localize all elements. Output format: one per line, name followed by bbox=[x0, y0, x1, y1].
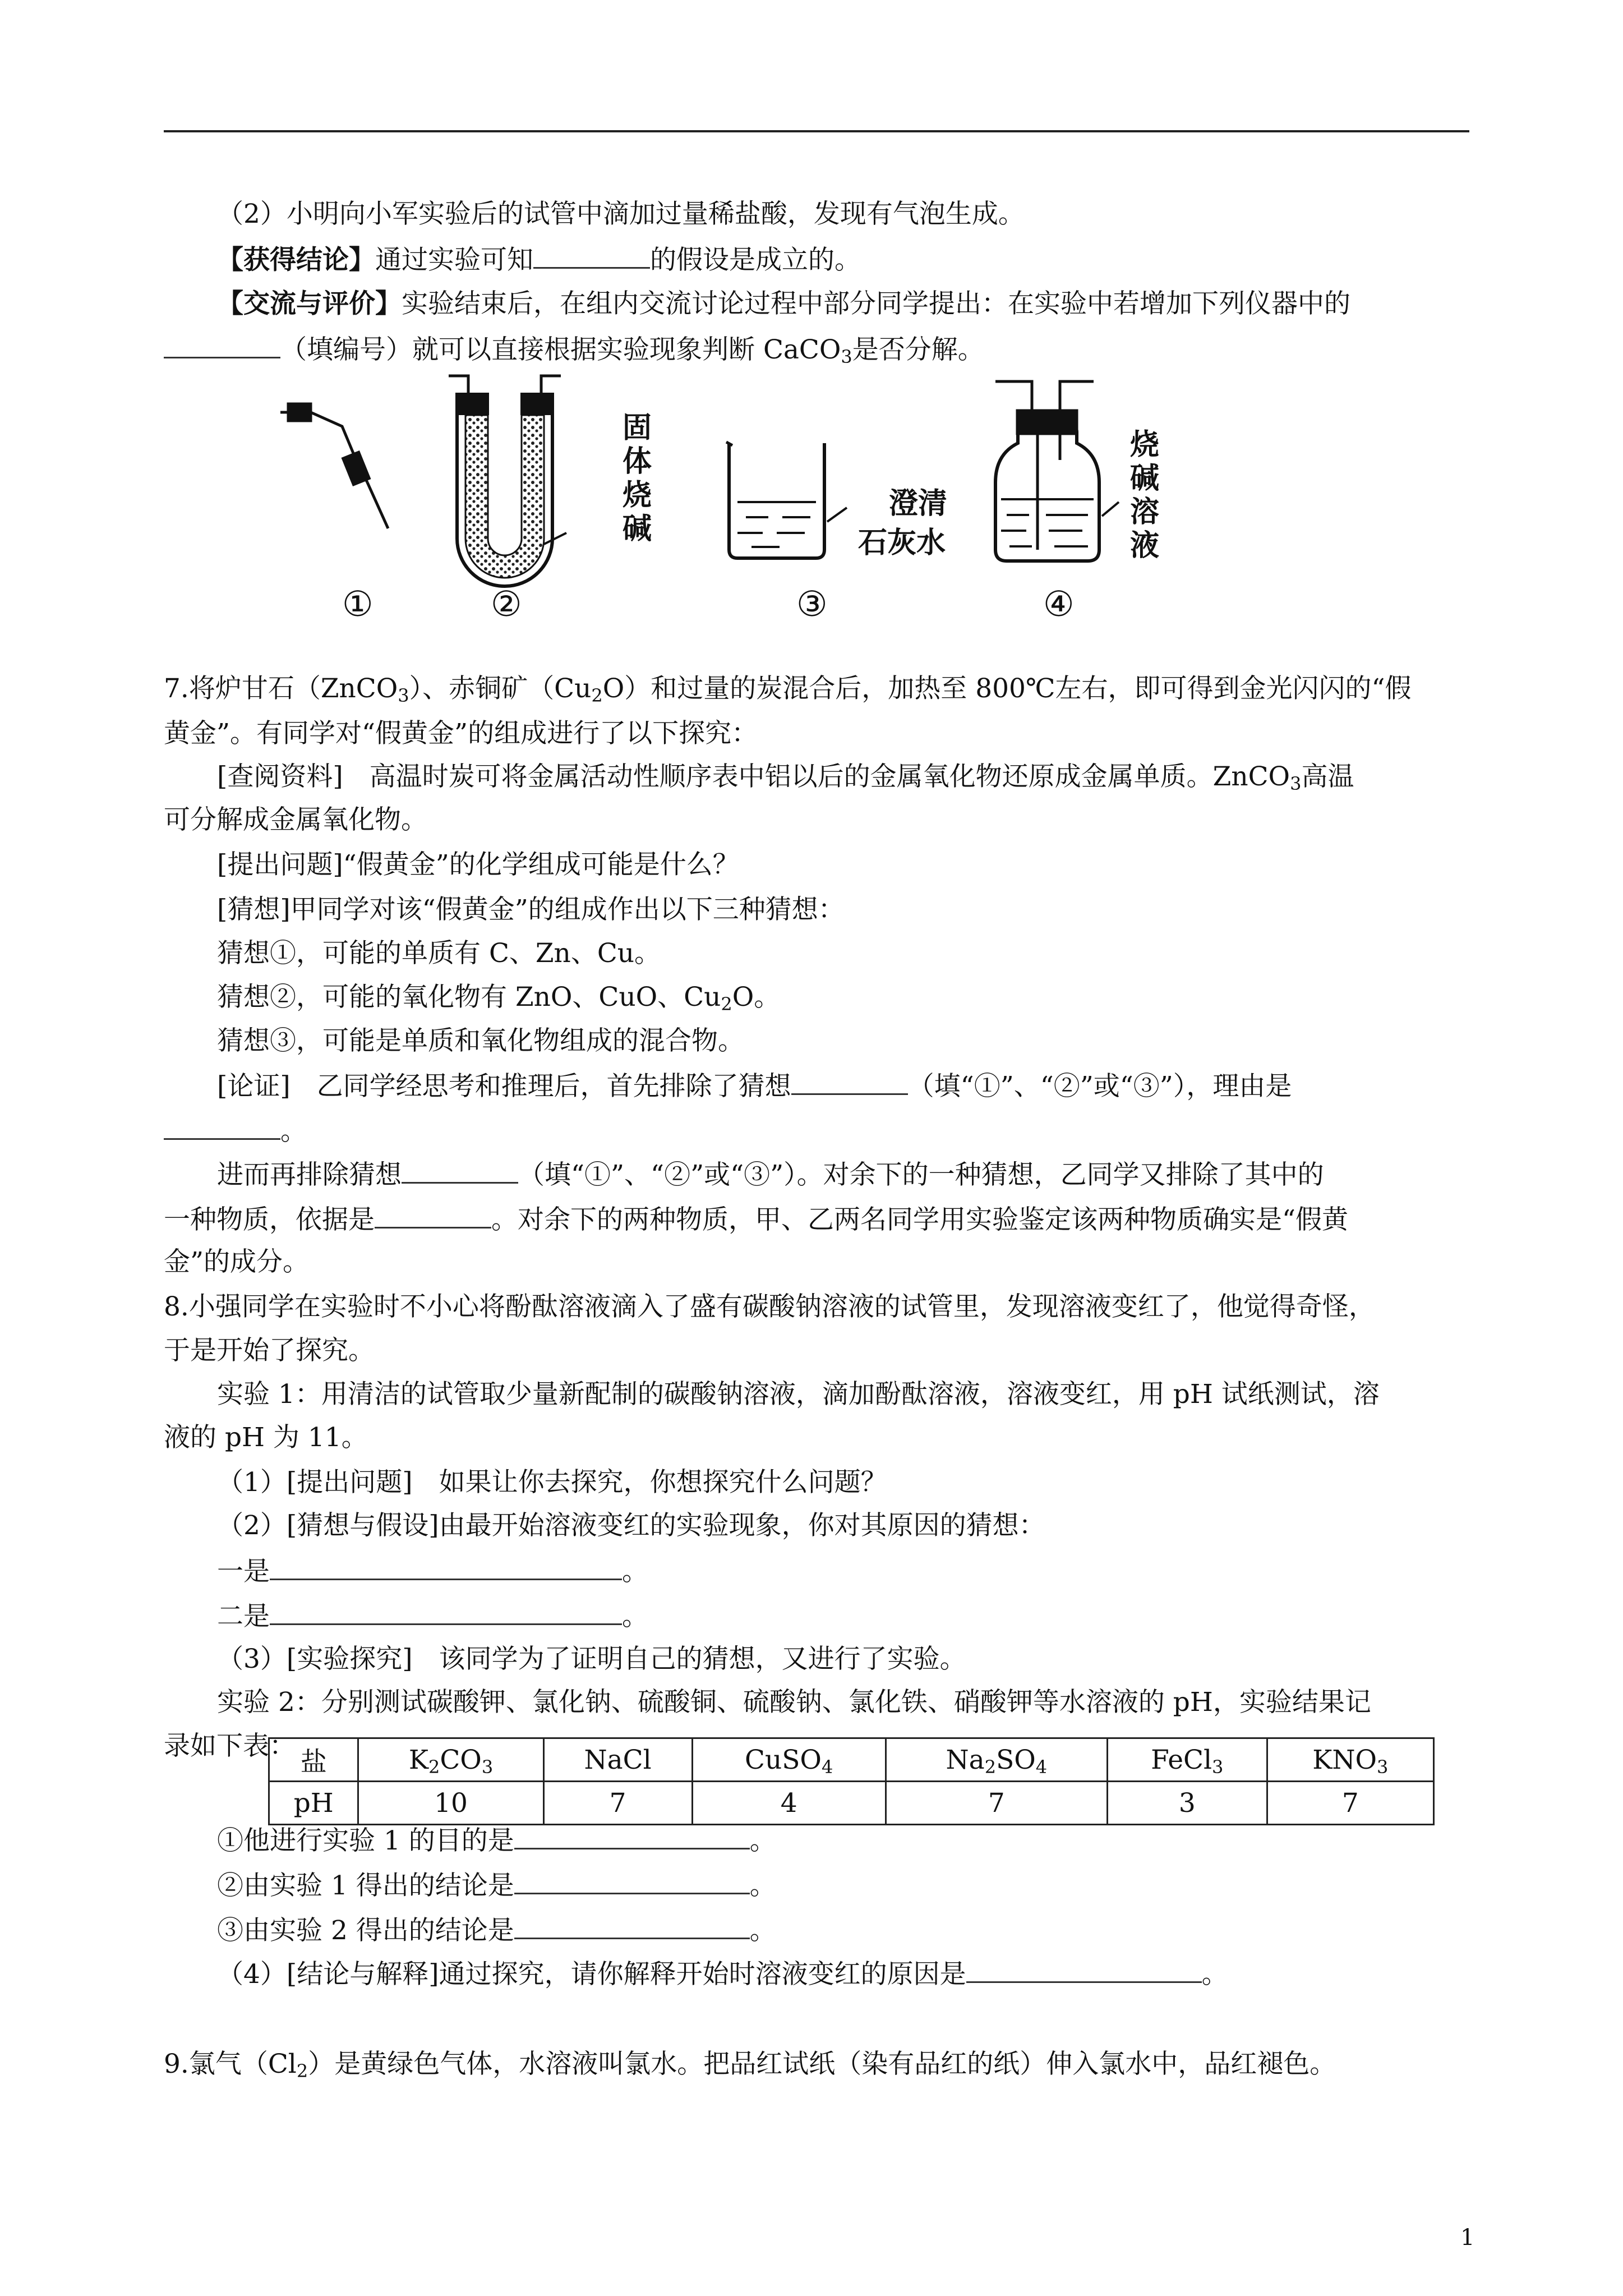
table-cell-salt: NaCl bbox=[543, 1738, 692, 1782]
table-cell-salt: $Na_2SO_4$ bbox=[886, 1738, 1107, 1782]
q6-part2: （2）小明向小军实验后的试管中滴加过量稀盐酸，发现有气泡生成。 bbox=[217, 199, 1025, 229]
bent-glass-tube bbox=[280, 404, 388, 528]
q8-line10: 实验 2：分别测试碳酸钾、氯化钠、硫酸铜、硫酸钠、氯化铁、硝酸钾等水溶液的 pH，实验结果记 bbox=[217, 1687, 1371, 1718]
answer-blank[interactable] bbox=[164, 1114, 280, 1140]
q8-line11: 录如下表： bbox=[164, 1731, 296, 1761]
q8-line4: 液的 pH 为 11。 bbox=[164, 1422, 368, 1453]
q7-line12: 进而再排除猜想 （填“①”、“②”或“③”）。对余下的一种猜想，乙同学又排除了其中的 bbox=[164, 1157, 1529, 1192]
q8-line6: （2）[猜想与假设]由最开始溶液变红的实验现象，你对其原因的猜想： bbox=[217, 1510, 1045, 1541]
table-header-salt: 盐 bbox=[269, 1738, 358, 1782]
answer-blank[interactable] bbox=[514, 1913, 750, 1939]
q7-line6: [猜想]甲同学对该“假黄金”的组成作出以下三种猜想： bbox=[217, 894, 845, 925]
q7-line14: 金”的成分。 bbox=[164, 1246, 310, 1277]
table-cell-salt: $K_2CO_3$ bbox=[358, 1738, 543, 1782]
q8-line7: 一是 。 bbox=[164, 1554, 1529, 1589]
u-tube-text-2: 体 bbox=[623, 445, 652, 478]
table-cell-salt: CuSO$_4$ bbox=[692, 1738, 886, 1782]
q8-line9: （3）[实验探究] 该同学为了证明自己的猜想，又进行了实验。 bbox=[217, 1644, 966, 1674]
table-cell-salt: FeCl$_3$ bbox=[1107, 1738, 1267, 1782]
page-number: 1 bbox=[1460, 2225, 1475, 2251]
q8-line1: 8.小强同学在实验时不小心将酚酞溶液滴入了盛有碳酸钠溶液的试管里，发现溶液变红了，他觉得奇怪， bbox=[164, 1291, 1375, 1322]
q9-line1: 9.氯气$(Cl_2)$是黄绿色气体，水溶液叫氯水。把品红试纸（染有品红的纸）伸入氯水中，品红褪色。 bbox=[164, 2049, 1336, 2082]
answer-blank[interactable] bbox=[402, 1157, 518, 1184]
beaker bbox=[726, 442, 847, 558]
u-tube bbox=[449, 376, 566, 586]
q7-line8: 猜想②，可能的氧化物有 ZnO、CuO、$Cu_2O$。 bbox=[217, 982, 781, 1015]
table-row-salt bbox=[269, 1738, 1434, 1782]
answer-blank[interactable] bbox=[514, 1868, 750, 1894]
bottle-text-3: 溶 bbox=[1130, 495, 1160, 529]
figure-label-2: ② bbox=[491, 583, 522, 624]
table-cell-ph: 7 bbox=[886, 1782, 1107, 1825]
q7-line10: [论证] 乙同学经思考和推理后，首先排除了猜想 （填“①”、“②”或“③”），理由是 bbox=[164, 1069, 1529, 1103]
q8-sub1: ①他进行实验 1 的目的是 。 bbox=[164, 1823, 1529, 1858]
table-cell-ph: 3 bbox=[1107, 1782, 1267, 1825]
bottle-text-2: 碱 bbox=[1130, 462, 1160, 495]
bottle-text-1: 烧 bbox=[1130, 428, 1160, 462]
u-tube-text-4: 碱 bbox=[623, 512, 652, 546]
figure-label-4: ④ bbox=[1043, 583, 1075, 624]
answer-blank[interactable] bbox=[164, 332, 280, 358]
beaker-text-1: 澄清 bbox=[889, 487, 948, 521]
q7-line1: 7.将炉甘石（ZnCO$_3$）、赤铜矿$(Cu_2O)$和过量的炭混合后，加热至 800℃左右，即可得到金光闪闪的“假 bbox=[164, 673, 1412, 706]
q8-line3: 实验 1：用清洁的试管取少量新配制的碳酸钠溶液，滴加酚酞溶液，溶液变红，用 pH 试纸测试，溶 bbox=[217, 1379, 1380, 1410]
u-tube-text-3: 烧 bbox=[623, 478, 652, 512]
answer-blank[interactable] bbox=[966, 1957, 1202, 1983]
q7-line5: [提出问题]“假黄金”的化学组成可能是什么？ bbox=[217, 849, 739, 880]
answer-blank[interactable] bbox=[791, 1069, 908, 1095]
q7-line4: 可分解成金属氧化物。 bbox=[164, 804, 427, 835]
q7-line7: 猜想①，可能的单质有 C、Zn、Cu。 bbox=[217, 938, 661, 969]
q8-sub3: ③由实验 2 得出的结论是 。 bbox=[164, 1913, 1529, 1948]
answer-blank[interactable] bbox=[270, 1554, 622, 1580]
bottle-text-4: 液 bbox=[1130, 529, 1160, 563]
answer-blank[interactable] bbox=[270, 1599, 622, 1625]
table-header-ph: pH bbox=[269, 1782, 358, 1825]
q6-conclusion: 【获得结论】通过实验可知 的假设是成立的。 bbox=[164, 242, 1529, 277]
q8-line5: （1）[提出问题] 如果让你去探究，你想探究什么问题？ bbox=[217, 1467, 887, 1498]
q7-line13: 一种物质，依据是 。对余下的两种物质，甲、乙两名同学用实验鉴定该两种物质确实是“假黄 bbox=[164, 1202, 1476, 1237]
q6-evaluation: 【交流与评价】实验结束后，在组内交流讨论过程中部分同学提出：在实验中若增加下列仪器中的 bbox=[217, 288, 1350, 319]
salt-ph-table bbox=[268, 1737, 1435, 1825]
u-tube-text-1: 固 bbox=[623, 411, 652, 445]
answer-blank[interactable] bbox=[514, 1823, 750, 1849]
figure-label-1: ① bbox=[342, 583, 374, 624]
table-cell-ph: 10 bbox=[358, 1782, 543, 1825]
q7-line9: 猜想③，可能是单质和氧化物组成的混合物。 bbox=[217, 1025, 744, 1056]
q7-line3: [查阅资料] 高温时炭可将金属活动性顺序表中铝以后的金属氧化物还原成金属单质。ZnCO$_3$高温 bbox=[217, 761, 1354, 794]
table-row-ph bbox=[269, 1782, 1434, 1825]
q8-line2: 于是开始了探究。 bbox=[164, 1335, 375, 1366]
table-cell-ph: 7 bbox=[1267, 1782, 1433, 1825]
q8-sub2: ②由实验 1 得出的结论是 。 bbox=[164, 1868, 1529, 1903]
answer-blank[interactable] bbox=[375, 1202, 491, 1228]
apparatus-figure bbox=[264, 370, 1195, 628]
q6-evaluation-cont: （填编号）就可以直接根据实验现象判断 CaCO$_3$是否分解。 bbox=[164, 332, 1476, 367]
q8-sub4: （4）[结论与解释]通过探究，请你解释开始时溶液变红的原因是 。 bbox=[164, 1957, 1529, 1991]
header-rule bbox=[164, 130, 1469, 132]
q7-line11: 。 bbox=[164, 1114, 1476, 1148]
gas-washing-bottle bbox=[995, 381, 1119, 561]
figure-label-3: ③ bbox=[796, 583, 828, 624]
q8-line8: 二是 。 bbox=[164, 1599, 1529, 1634]
table-cell-ph: 7 bbox=[543, 1782, 692, 1825]
table-cell-ph: 4 bbox=[692, 1782, 886, 1825]
table-cell-salt: $KNO_3$ bbox=[1267, 1738, 1433, 1782]
beaker-text-2: 石灰水 bbox=[858, 526, 946, 560]
answer-blank[interactable] bbox=[533, 242, 650, 269]
q7-line2: 黄金”。有同学对“假黄金”的组成进行了以下探究： bbox=[164, 718, 758, 749]
